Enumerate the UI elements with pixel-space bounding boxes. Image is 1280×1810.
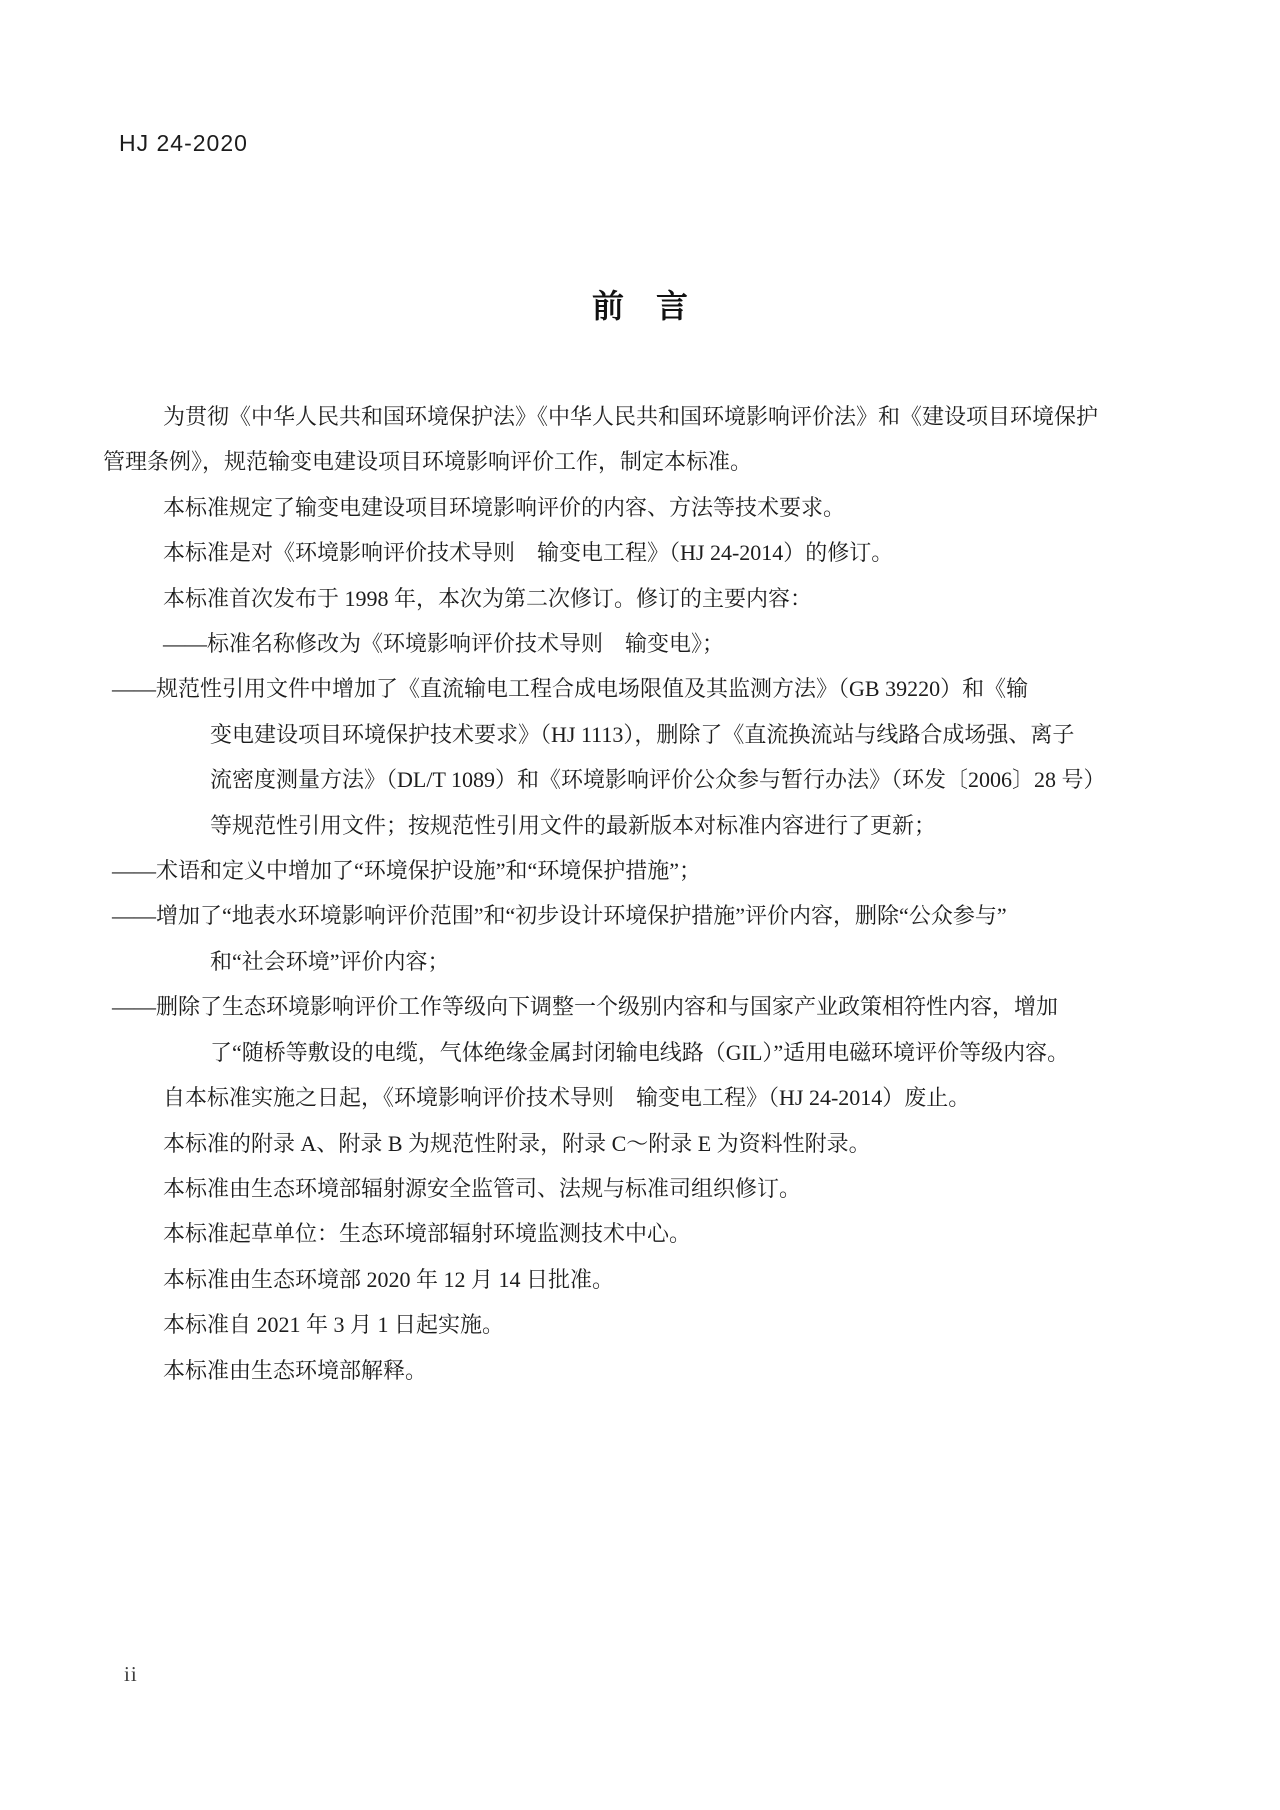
foreword-line: 本标准自 2021 年 3 月 1 日起实施。 — [163, 1312, 505, 1338]
page-number: ii — [124, 1662, 138, 1686]
foreword-list-item: ——删除了生态环境影响评价工作等级向下调整一个级别内容和与国家产业政策相符性内容，增加 — [112, 994, 1059, 1020]
foreword-list-item: ——规范性引用文件中增加了《直流输电工程合成电场限值及其监测方法》（GB 39220）和《输 — [112, 676, 1029, 702]
foreword-line: 变电建设项目环境保护技术要求》（HJ 1113），删除了《直流换流站与线路合成场强、离子 — [210, 721, 1075, 747]
foreword-line: 了“随桥等敷设的电缆，气体绝缘金属封闭输电线路（GIL）”适用电磁环境评价等级内容。 — [210, 1039, 1070, 1065]
foreword-line: 本标准由生态环境部辐射源安全监管司、法规与标准司组织修订。 — [163, 1175, 802, 1201]
foreword-line: 本标准首次发布于 1998 年，本次为第二次修订。修订的主要内容： — [163, 585, 813, 611]
foreword-line: 管理条例》，规范输变电建设项目环境影响评价工作，制定本标准。 — [103, 449, 753, 475]
foreword-line: 本标准由生态环境部解释。 — [163, 1357, 428, 1383]
foreword-line: 本标准是对《环境影响评价技术导则 输变电工程》（HJ 24-2014）的修订。 — [163, 540, 894, 566]
foreword-line: 自本标准实施之日起，《环境影响评价技术导则 输变电工程》（HJ 24-2014）废止。 — [163, 1085, 971, 1111]
page-title: 前 言 — [591, 288, 688, 324]
foreword-list-item: ——增加了“地表水环境影响评价范围”和“初步设计环境保护措施”评价内容，删除“公众参与” — [112, 903, 1007, 929]
foreword-line: 本标准的附录 A、附录 B 为规范性附录，附录 C～附录 E 为资料性附录。 — [163, 1130, 871, 1156]
foreword-list-item: ——标准名称修改为《环境影响评价技术导则 输变电》； — [163, 631, 725, 657]
foreword-list-item: ——术语和定义中增加了“环境保护设施”和“环境保护措施”； — [112, 858, 702, 884]
foreword-line: 等规范性引用文件；按规范性引用文件的最新版本对标准内容进行了更新； — [210, 812, 937, 838]
foreword-body — [103, 394, 1169, 1393]
document-code: HJ 24-2020 — [119, 130, 248, 156]
foreword-line: 和“社会环境”评价内容； — [210, 948, 450, 974]
foreword-line: 本标准起草单位：生态环境部辐射环境监测技术中心。 — [163, 1221, 692, 1247]
foreword-line: 为贯彻《中华人民共和国环境保护法》《中华人民共和国环境影响评价法》和《建设项目环境保护 — [163, 404, 1099, 429]
foreword-line: 流密度测量方法》（DL/T 1089）和《环境影响评价公众参与暂行办法》（环发〔2006〕28 号） — [210, 767, 1106, 793]
foreword-line: 本标准规定了输变电建设项目环境影响评价的内容、方法等技术要求。 — [163, 494, 846, 520]
foreword-line: 本标准由生态环境部 2020 年 12 月 14 日批准。 — [163, 1266, 615, 1292]
